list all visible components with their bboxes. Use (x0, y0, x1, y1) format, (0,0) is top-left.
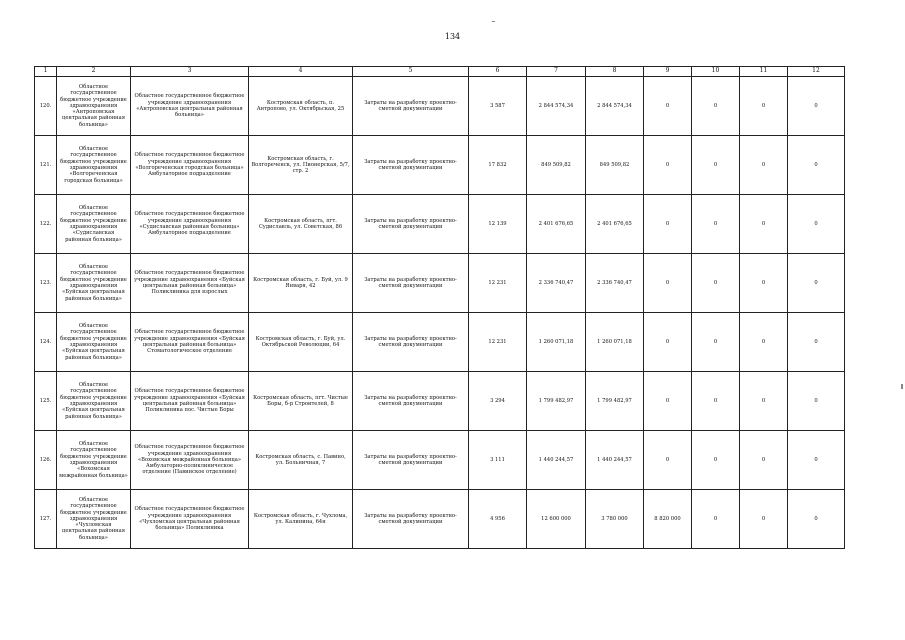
area-cell: 4 956 (469, 490, 527, 549)
column-header: 1 (35, 67, 57, 77)
row-number-cell: 120. (35, 77, 57, 136)
table-row (35, 195, 845, 254)
year3-cell: 0 (692, 77, 740, 136)
year5-cell: 0 (788, 254, 845, 313)
organization-cell: Областное государственное бюджетное учреждение здравоохранения «Буйская центральная районная больница» (57, 313, 131, 372)
address-cell: Костромская область, пгт. Чистые Боры, б-р Строителей, 8 (249, 372, 353, 431)
total-cost-cell: 1 260 071,18 (527, 313, 586, 372)
year1-cell: 2 336 740,47 (586, 254, 644, 313)
year4-cell: 0 (740, 195, 788, 254)
organization-cell: Областное государственное бюджетное учреждение здравоохранения «Буйская центральная районная больница» (57, 254, 131, 313)
year1-cell: 2 844 574,34 (586, 77, 644, 136)
organization-cell: Областное государственное бюджетное учреждение здравоохранения «Антроповская центральная районная больница» (57, 77, 131, 136)
column-header: 11 (740, 67, 788, 77)
year1-cell: 2 401 676,65 (586, 195, 644, 254)
year1-cell: 3 780 000 (586, 490, 644, 549)
total-cost-cell: 849 509,82 (527, 136, 586, 195)
table-row (35, 136, 845, 195)
object-cell: Областное государственное бюджетное учреждение здравоохранения «Антроповская центральная районная больница» (131, 77, 249, 136)
address-cell: Костромская область, г. Буй, ул. Октябрьской Революции, 64 (249, 313, 353, 372)
year3-cell: 0 (692, 254, 740, 313)
column-header: 8 (586, 67, 644, 77)
address-cell: Костромская область, г. Буй, ул. 9 Января, 42 (249, 254, 353, 313)
year5-cell: 0 (788, 313, 845, 372)
year2-cell: 0 (644, 195, 692, 254)
year3-cell: 0 (692, 136, 740, 195)
area-cell: 17 832 (469, 136, 527, 195)
year2-cell: 0 (644, 313, 692, 372)
year4-cell: 0 (740, 431, 788, 490)
year3-cell: 0 (692, 195, 740, 254)
scan-mark (492, 21, 495, 22)
year4-cell: 0 (740, 77, 788, 136)
column-header: 2 (57, 67, 131, 77)
organization-cell: Областное государственное бюджетное учреждение здравоохранения «Вохомская межрайонная больница» (57, 431, 131, 490)
area-cell: 3 587 (469, 77, 527, 136)
address-cell: Костромская область, г. Волгореченск, ул. Пионерская, 5/7, стр. 2 (249, 136, 353, 195)
year2-cell: 0 (644, 372, 692, 431)
column-header: 6 (469, 67, 527, 77)
purpose-cell: Затраты на разработку проектно-сметной документации (353, 195, 469, 254)
column-header: 5 (353, 67, 469, 77)
purpose-cell: Затраты на разработку проектно-сметной документации (353, 136, 469, 195)
column-header: 10 (692, 67, 740, 77)
total-cost-cell: 1 440 244,57 (527, 431, 586, 490)
year1-cell: 849 509,82 (586, 136, 644, 195)
year4-cell: 0 (740, 490, 788, 549)
purpose-cell: Затраты на разработку проектно-сметной документации (353, 254, 469, 313)
address-cell: Костромская область, пгт. Судиславль, ул. Советская, 86 (249, 195, 353, 254)
year5-cell: 0 (788, 431, 845, 490)
column-number-row (35, 67, 845, 77)
year2-cell: 0 (644, 431, 692, 490)
column-header: 7 (527, 67, 586, 77)
year5-cell: 0 (788, 77, 845, 136)
object-cell: Областное государственное бюджетное учреждение здравоохранения «Судиславская районная больница» Амбулаторное подразделение (131, 195, 249, 254)
row-number-cell: 125. (35, 372, 57, 431)
year1-cell: 1 799 482,97 (586, 372, 644, 431)
table-row (35, 77, 845, 136)
table-body (35, 77, 845, 549)
table-row (35, 313, 845, 372)
total-cost-cell: 2 844 574,34 (527, 77, 586, 136)
year2-cell: 0 (644, 77, 692, 136)
year4-cell: 0 (740, 254, 788, 313)
organization-cell: Областное государственное бюджетное учреждение здравоохранения «Судиславская районная больница» (57, 195, 131, 254)
year3-cell: 0 (692, 372, 740, 431)
year2-cell: 0 (644, 136, 692, 195)
total-cost-cell: 2 401 676,65 (527, 195, 586, 254)
year4-cell: 0 (740, 136, 788, 195)
object-cell: Областное государственное бюджетное учреждение здравоохранения «Буйская центральная районная больница» Поликлиника пос. Чистые Боры (131, 372, 249, 431)
year4-cell: 0 (740, 313, 788, 372)
object-cell: Областное государственное бюджетное учреждение здравоохранения «Волгореченская городская больница» Амбулаторное подразделение (131, 136, 249, 195)
table-row (35, 254, 845, 313)
address-cell: Костромская область, п. Антропово, ул. Октябрьская, 25 (249, 77, 353, 136)
page-number: 134 (444, 32, 461, 41)
row-number-cell: 121. (35, 136, 57, 195)
year3-cell: 0 (692, 431, 740, 490)
column-header: 3 (131, 67, 249, 77)
organization-cell: Областное государственное бюджетное учреждение здравоохранения «Чухломская центральная районная больница» (57, 490, 131, 549)
row-number-cell: 127. (35, 490, 57, 549)
row-number-cell: 126. (35, 431, 57, 490)
year1-cell: 1 260 071,18 (586, 313, 644, 372)
organization-cell: Областное государственное бюджетное учреждение здравоохранения «Волгореченская городская больница» (57, 136, 131, 195)
row-number-cell: 123. (35, 254, 57, 313)
scan-mark (901, 384, 903, 389)
table-row (35, 490, 845, 549)
object-cell: Областное государственное бюджетное учреждение здравоохранения «Вохомская межрайонная больница» Амбулаторно-поликлиническое отделение (Павинское отделение) (131, 431, 249, 490)
total-cost-cell: 2 336 740,47 (527, 254, 586, 313)
purpose-cell: Затраты на разработку проектно-сметной документации (353, 313, 469, 372)
area-cell: 12 231 (469, 254, 527, 313)
total-cost-cell: 12 600 000 (527, 490, 586, 549)
year3-cell: 0 (692, 490, 740, 549)
area-cell: 12 139 (469, 195, 527, 254)
year4-cell: 0 (740, 372, 788, 431)
column-header: 4 (249, 67, 353, 77)
data-table (34, 66, 845, 549)
year1-cell: 1 440 244,57 (586, 431, 644, 490)
table-row (35, 431, 845, 490)
area-cell: 3 111 (469, 431, 527, 490)
year2-cell: 8 820 000 (644, 490, 692, 549)
area-cell: 3 294 (469, 372, 527, 431)
row-number-cell: 124. (35, 313, 57, 372)
year5-cell: 0 (788, 195, 845, 254)
purpose-cell: Затраты на разработку проектно-сметной документации (353, 431, 469, 490)
row-number-cell: 122. (35, 195, 57, 254)
object-cell: Областное государственное бюджетное учреждение здравоохранения «Буйская центральная районная больница» Поликлиника для взрослых (131, 254, 249, 313)
address-cell: Костромская область, г. Чухлома, ул. Калинина, 64н (249, 490, 353, 549)
address-cell: Костромская область, с. Павино, ул. Больничная, 7 (249, 431, 353, 490)
year5-cell: 0 (788, 136, 845, 195)
year5-cell: 0 (788, 372, 845, 431)
purpose-cell: Затраты на разработку проектно-сметной документации (353, 490, 469, 549)
purpose-cell: Затраты на разработку проектно-сметной документации (353, 372, 469, 431)
area-cell: 12 231 (469, 313, 527, 372)
year3-cell: 0 (692, 313, 740, 372)
purpose-cell: Затраты на разработку проектно-сметной документации (353, 77, 469, 136)
object-cell: Областное государственное бюджетное учреждение здравоохранения «Чухломская центральная районная больница» Поликлиника (131, 490, 249, 549)
object-cell: Областное государственное бюджетное учреждение здравоохранения «Буйская центральная районная больница» Стоматологическое отделение (131, 313, 249, 372)
year2-cell: 0 (644, 254, 692, 313)
organization-cell: Областное государственное бюджетное учреждение здравоохранения «Буйская центральная районная больница» (57, 372, 131, 431)
column-header: 12 (788, 67, 845, 77)
column-header: 9 (644, 67, 692, 77)
table-row (35, 372, 845, 431)
total-cost-cell: 1 799 482,97 (527, 372, 586, 431)
year5-cell: 0 (788, 490, 845, 549)
